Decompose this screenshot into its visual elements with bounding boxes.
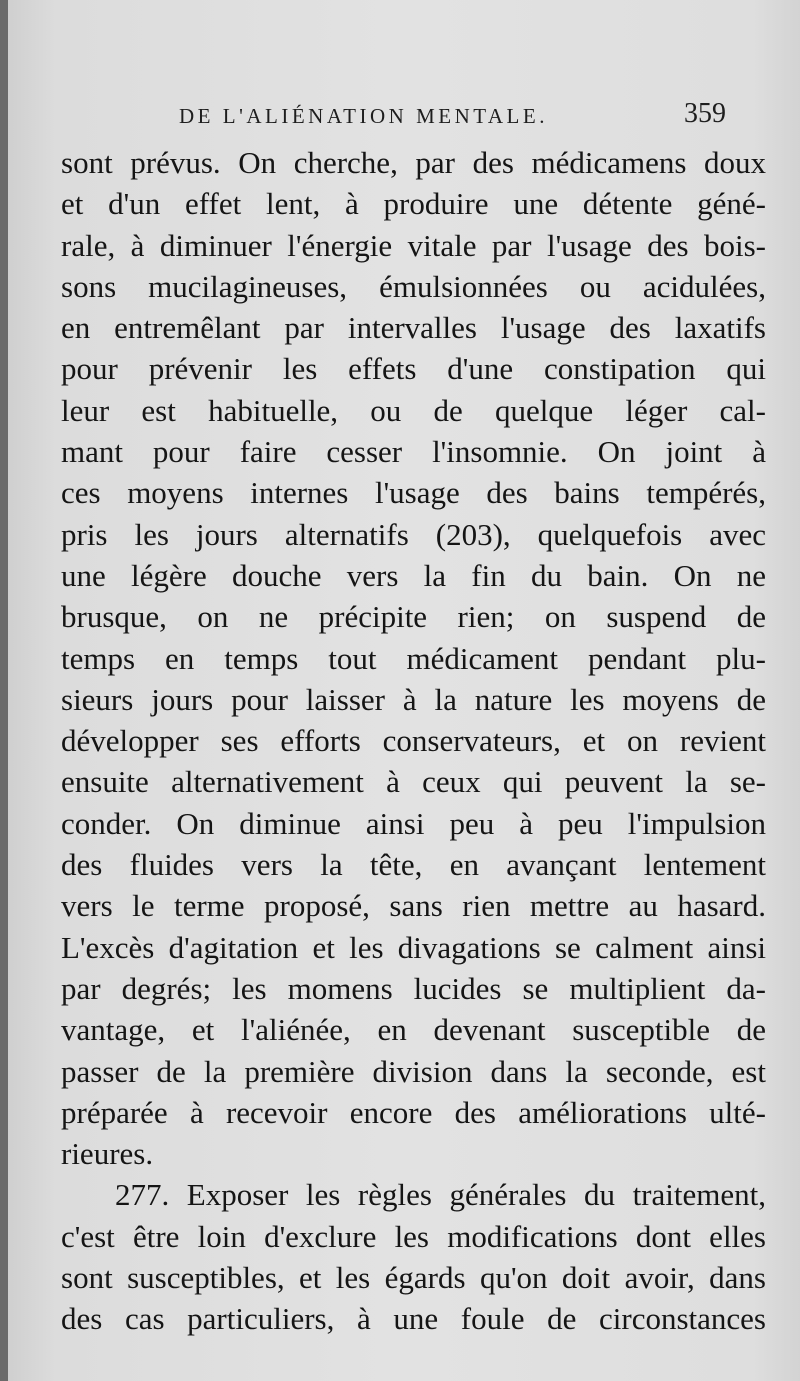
paragraph-start-line: 277. Exposer les règles générales du traitement,	[115, 1177, 766, 1213]
text-line: ces moyens internes l'usage des bains tempérés,	[61, 475, 766, 511]
text-line: préparée à recevoir encore des améliorations ulté-	[61, 1094, 766, 1130]
paragraph-end-line: rieures.	[61, 1136, 154, 1172]
text-line: vantage, et l'aliénée, en devenant susceptible de	[61, 1012, 766, 1048]
text-line: des fluides vers la tête, en avançant lentement	[61, 847, 766, 883]
text-line: par degrés; les momens lucides se multiplient da-	[61, 970, 766, 1006]
text-line: une légère douche vers la fin du bain. On ne	[61, 557, 766, 593]
text-line: développer ses efforts conservateurs, et on revient	[61, 723, 766, 759]
text-line: passer de la première division dans la seconde, est	[61, 1053, 766, 1089]
page-number: 359	[684, 98, 726, 129]
text-line: et d'un effet lent, à produire une détente géné-	[61, 186, 766, 222]
text-line: brusque, on ne précipite rien; on suspend de	[61, 599, 766, 635]
running-title: DE L'ALIÉNATION MENTALE.	[179, 104, 548, 128]
page-header	[8, 96, 800, 136]
text-line: rale, à diminuer l'énergie vitale par l'usage des bois-	[61, 227, 766, 263]
text-line: sont prévus. On cherche, par des médicamens doux	[61, 145, 766, 180]
text-line: sont susceptibles, et les égards qu'on doit avoir, dans	[61, 1260, 766, 1296]
text-line: en entremêlant par intervalles l'usage des laxatifs	[61, 310, 766, 346]
text-line: sieurs jours pour laisser à la nature les moyens de	[61, 681, 766, 717]
text-line: c'est être loin d'exclure les modifications dont elles	[61, 1218, 766, 1254]
text-line: sons mucilagineuses, émulsionnées ou acidulées,	[61, 268, 766, 304]
body-text	[61, 142, 766, 1340]
text-line: vers le terme proposé, sans rien mettre au hasard.	[61, 888, 766, 924]
text-line: conder. On diminue ainsi peu à peu l'impulsion	[61, 805, 766, 841]
text-line: L'excès d'agitation et les divagations se calment ainsi	[61, 929, 766, 965]
text-line: leur est habituelle, ou de quelque léger cal-	[61, 392, 766, 428]
text-line: mant pour faire cesser l'insomnie. On joint à	[61, 434, 766, 470]
book-page	[8, 0, 800, 1381]
text-line: pris les jours alternatifs (203), quelquefois avec	[61, 516, 766, 552]
text-line: pour prévenir les effets d'une constipation qui	[61, 351, 766, 387]
text-line: des cas particuliers, à une foule de circonstances	[61, 1301, 766, 1337]
text-line: temps en temps tout médicament pendant plu-	[61, 640, 766, 676]
text-line: ensuite alternativement à ceux qui peuvent la se-	[61, 764, 766, 800]
